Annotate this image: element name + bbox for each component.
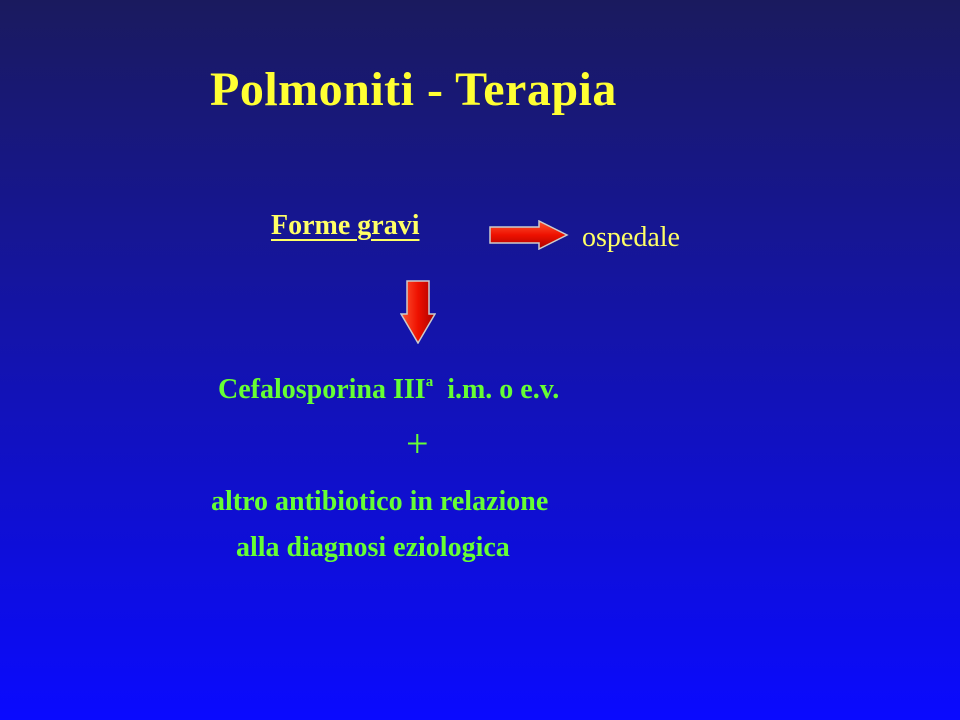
drug-route: i.m. o e.v. — [447, 374, 560, 405]
additional-antibiotic-line2: alla diagnosi eziologica — [236, 532, 510, 563]
hospital-label: ospedale — [582, 222, 680, 253]
drug-name: Cefalosporina III — [218, 374, 426, 405]
plus-sign: + — [406, 421, 429, 466]
severe-forms-label: Forme gravi — [271, 210, 420, 241]
additional-antibiotic-line1: altro antibiotico in relazione — [211, 486, 549, 517]
arrow-down-icon — [400, 280, 436, 344]
arrow-right-icon — [489, 220, 569, 250]
slide-title: Polmoniti - Terapia — [210, 63, 617, 116]
drug-superscript: a — [425, 374, 434, 390]
cephalosporin-line — [218, 374, 559, 406]
